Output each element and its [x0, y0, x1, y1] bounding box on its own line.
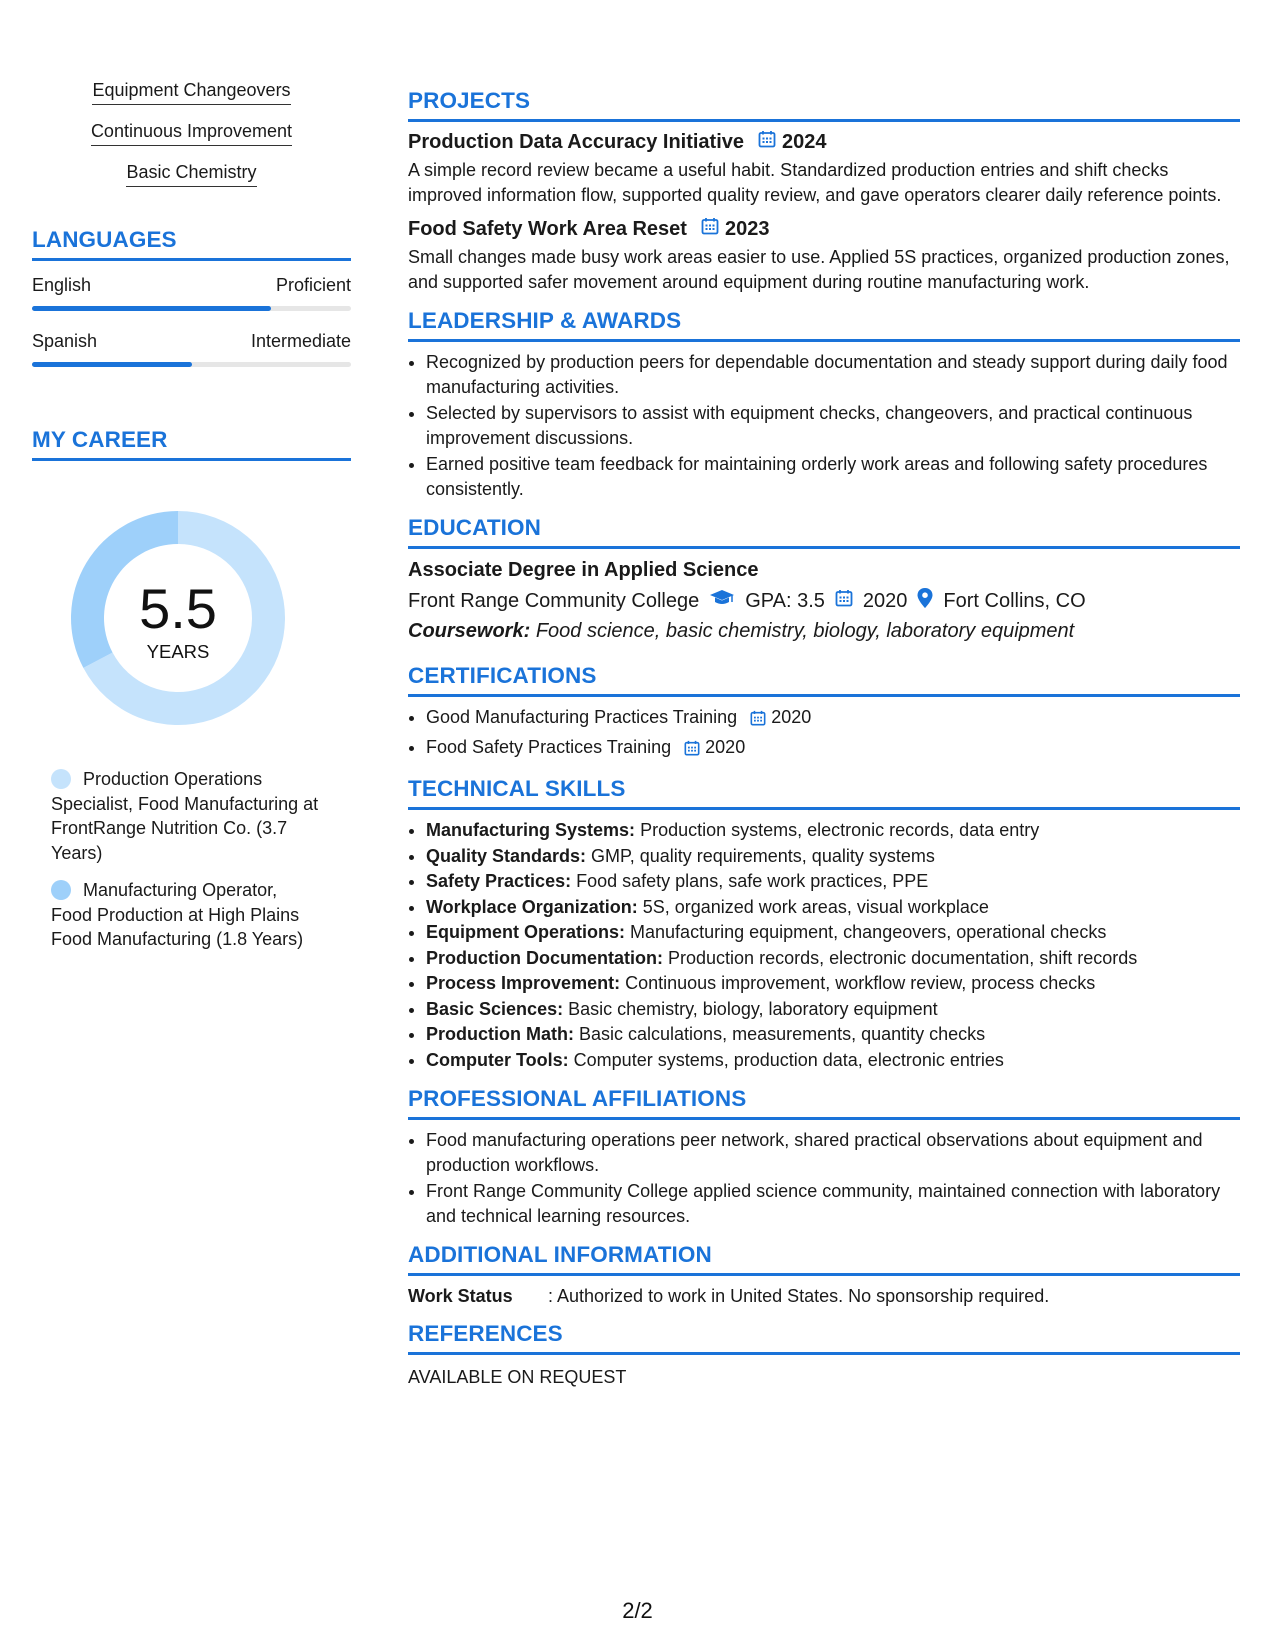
- project-name: Production Data Accuracy Initiative: [408, 130, 745, 153]
- calendar-icon: [750, 708, 766, 733]
- skill-value: Manufacturing equipment, changeovers, operational checks: [630, 922, 1107, 942]
- skill-label: Manufacturing Systems:: [426, 820, 636, 840]
- technical-skills-list: [408, 818, 1240, 1072]
- education-section: [408, 515, 1240, 643]
- list-item: • Recognized by production peers for dependable documentation and steady support during daily food manufacturing activities.: [426, 350, 1240, 399]
- list-item: [426, 1048, 1240, 1073]
- skill-value: Production systems, electronic records, data entry: [640, 820, 1040, 840]
- skill-value: GMP, quality requirements, quality systems: [591, 845, 935, 866]
- list-item: [426, 997, 1240, 1022]
- list-item: • Selected by supervisors to assist with equipment checks, changeovers, and practical continuous improvement discussions.: [426, 401, 1240, 450]
- project-description: Small changes made busy work areas easier to use. Applied 5S practices, organized production zones, and supported safer movement around equipment during routine manufacturing work.: [408, 247, 1230, 292]
- list-item: [426, 869, 1240, 894]
- graduation-cap-icon: [709, 589, 735, 613]
- leadership-section: [408, 308, 1240, 501]
- certifications-list: [408, 705, 1240, 762]
- info-value: : Authorized to work in United States. No sponsorship required.: [548, 1286, 1050, 1306]
- skill-label: Process Improvement:: [426, 973, 621, 993]
- affiliations-list: [408, 1128, 1240, 1228]
- skill-tag: Continuous Improvement: [91, 121, 292, 146]
- section-title-technical-skills: TECHNICAL SKILLS: [408, 776, 1240, 810]
- language-level: Intermediate: [250, 331, 351, 351]
- career-legend-item: [51, 767, 321, 865]
- section-title-certifications: CERTIFICATIONS: [408, 663, 1240, 697]
- projects-section: [408, 88, 1240, 294]
- language-bar-fill: [32, 362, 192, 367]
- list-item: [426, 844, 1240, 869]
- skill-value: Basic calculations, measurements, quantity checks: [579, 1024, 986, 1044]
- technical-skills-section: [408, 776, 1240, 1072]
- list-item: • Earned positive team feedback for maintaining orderly work areas and following safety procedures consistently.: [426, 452, 1240, 501]
- calendar-icon: [758, 130, 776, 154]
- section-title-references: REFERENCES: [408, 1321, 1240, 1355]
- skill-value: Food safety plans, safe work practices, PPE: [576, 871, 929, 891]
- affiliations-section: [408, 1086, 1240, 1228]
- left-column: [32, 80, 351, 965]
- location-pin-icon: [917, 588, 933, 614]
- skill-value: 5S, organized work areas, visual workplace: [642, 896, 989, 917]
- skill-value: Basic chemistry, biology, laboratory equipment: [568, 998, 938, 1019]
- skill-value: Production records, electronic documentation, shift records: [668, 947, 1138, 968]
- list-item: • Front Range Community College applied science community, maintained connection with laboratory and technical learning resources.: [426, 1179, 1240, 1228]
- list-item: [426, 971, 1240, 996]
- list-item: [426, 1022, 1240, 1047]
- project-item: [408, 217, 1240, 294]
- section-title-affiliations: PROFESSIONAL AFFILIATIONS: [408, 1086, 1240, 1120]
- right-column: [408, 88, 1240, 1388]
- skill-value: Computer systems, production data, electronic entries: [573, 1049, 1004, 1070]
- career-total-unit: YEARS: [146, 641, 210, 662]
- certification-year: 2020: [705, 736, 746, 757]
- language-level: Proficient: [275, 275, 351, 295]
- coursework-label: Coursework:: [408, 620, 531, 642]
- section-title-career: MY CAREER: [32, 427, 351, 461]
- certification-name: Food Safety Practices Training: [426, 736, 672, 757]
- project-year: 2023: [724, 217, 770, 240]
- leadership-list: [408, 350, 1240, 501]
- references-section: [408, 1321, 1240, 1388]
- career-section: [32, 427, 351, 952]
- language-name: Spanish: [32, 331, 98, 351]
- education-degree: Associate Degree in Applied Science: [408, 559, 759, 581]
- calendar-icon: [835, 589, 853, 613]
- list-item: [426, 920, 1240, 945]
- skill-label: Basic Sciences:: [426, 998, 564, 1019]
- project-description: A simple record review became a useful habit. Standardized production entries and shift checks improved information flow, supported quality review, and gave operators clearer daily reference points.: [408, 160, 1222, 205]
- education-details: [408, 588, 1240, 614]
- language-item: [32, 275, 351, 311]
- skill-tag: Equipment Changeovers: [92, 80, 290, 105]
- skill-tag: Basic Chemistry: [126, 162, 256, 187]
- skill-label: Quality Standards:: [426, 845, 587, 866]
- language-name: English: [32, 275, 92, 295]
- list-item: [426, 895, 1240, 920]
- list-item: [426, 946, 1240, 971]
- list-item: [426, 735, 1240, 763]
- languages-section: [32, 227, 351, 367]
- project-year: 2024: [782, 130, 827, 153]
- education-location: Fort Collins, CO: [943, 589, 1086, 612]
- skill-label: Safety Practices:: [426, 871, 572, 891]
- career-legend: [51, 767, 321, 952]
- legend-dot-icon: [51, 880, 71, 900]
- language-bar-fill: [32, 306, 271, 311]
- list-item: • Food manufacturing operations peer network, shared practical observations about equipment and production workflows.: [426, 1128, 1240, 1177]
- career-legend-item: [51, 878, 321, 952]
- info-row: [408, 1286, 1240, 1307]
- list-item: [426, 818, 1240, 843]
- education-school: Front Range Community College: [408, 589, 700, 612]
- skill-label: Workplace Organization:: [426, 896, 638, 917]
- language-bar: [32, 306, 351, 311]
- language-item: [32, 331, 351, 367]
- skills-tail-list: [32, 80, 351, 187]
- additional-info-section: [408, 1242, 1240, 1307]
- list-item: [426, 705, 1240, 733]
- certification-year: 2020: [771, 707, 812, 727]
- career-total-years: 5.5: [139, 577, 217, 640]
- section-title-languages: LANGUAGES: [32, 227, 351, 261]
- page-number: 2/2: [622, 1598, 653, 1623]
- info-key: Work Status: [408, 1286, 513, 1306]
- education-coursework: [408, 620, 1240, 643]
- skill-label: Computer Tools:: [426, 1049, 569, 1070]
- certifications-section: [408, 663, 1240, 762]
- section-title-additional-info: ADDITIONAL INFORMATION: [408, 1242, 1240, 1276]
- skill-label: Production Documentation:: [426, 947, 663, 968]
- project-name: Food Safety Work Area Reset: [408, 217, 687, 240]
- section-title-education: EDUCATION: [408, 515, 1240, 549]
- career-legend-label: Manufacturing Operator, Food Production at High Plains Food Manufacturing (1.8 Years): [51, 880, 304, 949]
- language-bar: [32, 362, 351, 367]
- calendar-icon: [701, 217, 719, 241]
- skill-label: Equipment Operations:: [426, 922, 626, 942]
- education-gpa: GPA: 3.5: [745, 589, 825, 612]
- section-title-leadership: LEADERSHIP & AWARDS: [408, 308, 1240, 342]
- education-year: 2020: [862, 589, 908, 612]
- certification-name: Good Manufacturing Practices Training: [426, 707, 738, 727]
- skill-label: Production Math:: [426, 1024, 574, 1044]
- section-title-projects: PROJECTS: [408, 88, 1240, 122]
- career-legend-label: Production Operations Specialist, Food Manufacturing at FrontRange Nutrition Co. (3.7 Years): [51, 769, 319, 863]
- career-donut-chart: [65, 505, 291, 731]
- skill-value: Continuous improvement, workflow review, process checks: [625, 973, 1096, 993]
- calendar-icon: [684, 738, 700, 763]
- legend-dot-icon: [51, 769, 71, 789]
- project-item: [408, 130, 1240, 207]
- coursework-value: Food science, basic chemistry, biology, laboratory equipment: [535, 620, 1075, 642]
- references-text: AVAILABLE ON REQUEST: [408, 1367, 627, 1387]
